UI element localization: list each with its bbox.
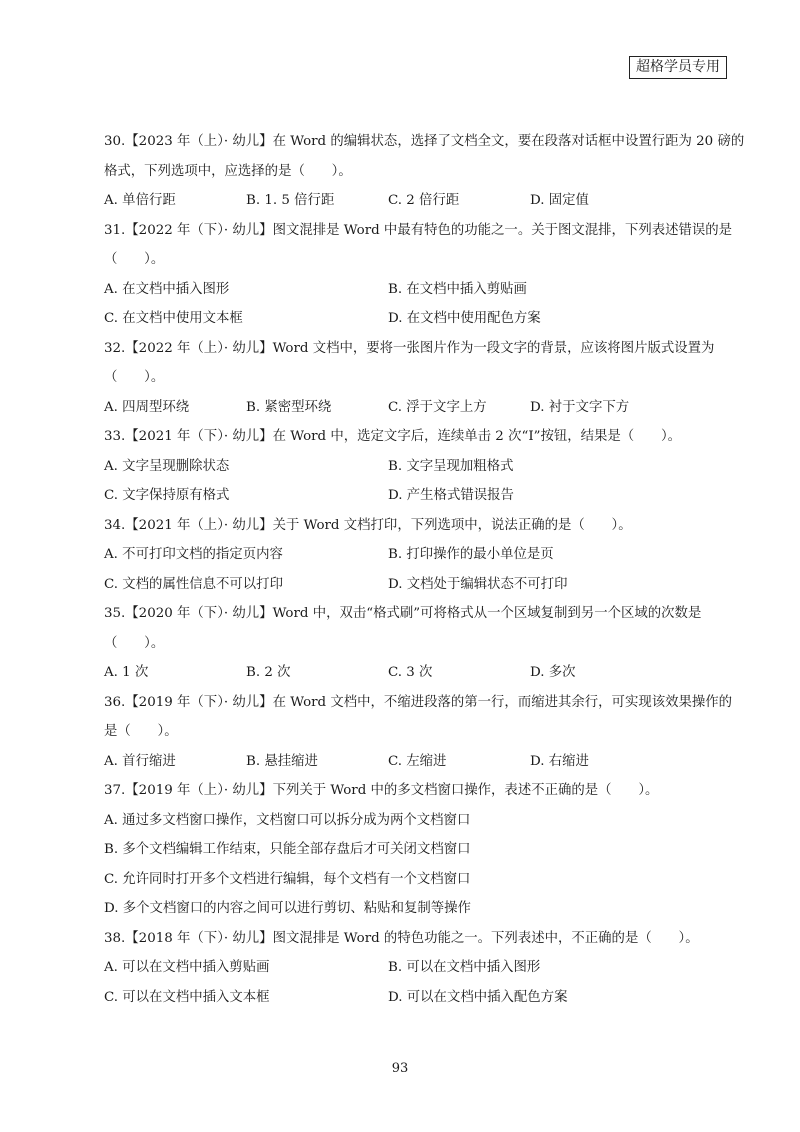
question-stem: 32.【2022 年（上）· 幼儿】Word 文档中，要将一张图片作为一段文字的背景，应该将图片版式设置为	[104, 340, 715, 356]
option-d: D. 文档处于编辑状态不可打印	[388, 576, 568, 592]
question-stem: 37.【2019 年（上）· 幼儿】下列关于 Word 中的多文档窗口操作，表述不正确的是（ ）。	[104, 783, 659, 798]
question-30	[104, 127, 745, 216]
option-a: A. 首行缩进	[104, 753, 176, 769]
option-c: C. 3 次	[388, 665, 433, 680]
question-stem-cont: （ ）。	[104, 370, 165, 385]
option-b: B. 悬挂缩进	[246, 753, 318, 769]
question-stem: 34.【2021 年（上）· 幼儿】关于 Word 文档打印，下列选项中，说法正确的是（ ）。	[104, 517, 632, 533]
option-row	[104, 304, 726, 334]
option-row	[104, 186, 726, 216]
question-stem-cont: （ ）。	[104, 635, 165, 651]
option-row	[104, 393, 726, 423]
option-row	[104, 894, 726, 924]
option-c: C. 文档的属性信息不可以打印	[104, 576, 283, 592]
question-38	[104, 924, 726, 1013]
question-stem: 35.【2020 年（下）· 幼儿】Word 中，双击“格式刷”可将格式从一个区域复制到另一个区域的次数是	[104, 606, 702, 621]
option-row	[104, 983, 726, 1013]
option-a: A. 单倍行距	[104, 193, 176, 208]
question-stem-cont: （ ）。	[104, 252, 165, 267]
question-36	[104, 688, 733, 777]
option-d: D. 多个文档窗口的内容之间可以进行剪切、粘贴和复制等操作	[104, 901, 471, 916]
option-c: C. 左缩进	[388, 753, 447, 769]
option-row	[104, 865, 726, 895]
question-31	[104, 216, 733, 334]
question-stem: 30.【2023 年（上）· 幼儿】在 Word 的编辑状态，选择了文档全文，要在段落对话框中设置行距为 20 磅的	[104, 134, 745, 149]
question-37	[104, 776, 726, 924]
option-a: A. 1 次	[104, 665, 149, 680]
page-number: 93	[391, 1061, 409, 1076]
question-list	[104, 127, 745, 1012]
option-b: B. 在文档中插入剪贴画	[388, 281, 527, 297]
question-stem: 36.【2019 年（下）· 幼儿】在 Word 文档中，不缩进段落的第一行，而缩进其余行，可实现该效果操作的	[104, 694, 733, 710]
option-row	[104, 570, 726, 600]
question-35	[104, 599, 726, 688]
question-stem: 38.【2018 年（下）· 幼儿】图文混排是 Word 的特色功能之一。下列表述中，不正确的是（ ）。	[104, 930, 699, 946]
question-stem: 33.【2021 年（下）· 幼儿】在 Word 中，选定文字后，连续单击 2 次“I”按钮，结果是（ ）。	[104, 429, 682, 444]
option-c: C. 可以在文档中插入文本框	[104, 989, 270, 1005]
option-row	[104, 481, 726, 511]
option-b: B. 文字呈现加粗格式	[388, 458, 514, 474]
option-d: D. 多次	[530, 665, 576, 680]
option-row	[104, 658, 726, 688]
option-row	[104, 953, 726, 983]
option-a: A. 可以在文档中插入剪贴画	[104, 960, 270, 975]
option-row	[104, 747, 726, 777]
question-stem: 31.【2022 年（下）· 幼儿】图文混排是 Word 中最有特色的功能之一。关于图文混排，下列表述错误的是	[104, 222, 733, 238]
option-d: D. 固定值	[530, 193, 589, 208]
option-a: A. 通过多文档窗口操作，文档窗口可以拆分成为两个文档窗口	[104, 812, 471, 828]
option-b: B. 打印操作的最小单位是页	[388, 547, 554, 562]
option-a: A. 在文档中插入图形	[104, 281, 230, 297]
option-b: B. 多个文档编辑工作结束，只能全部存盘后才可关闭文档窗口	[104, 842, 471, 857]
option-c: C. 在文档中使用文本框	[104, 311, 243, 326]
option-b: B. 2 次	[246, 665, 291, 680]
option-b: B. 1. 5 倍行距	[246, 193, 335, 208]
option-a: A. 文字呈现删除状态	[104, 458, 230, 474]
option-d: D. 在文档中使用配色方案	[388, 311, 541, 326]
option-d: D. 右缩进	[530, 753, 589, 769]
option-d: D. 可以在文档中插入配色方案	[388, 989, 568, 1005]
question-stem-cont: 是（ ）。	[104, 724, 178, 739]
option-row	[104, 540, 726, 570]
question-33	[104, 422, 726, 511]
option-row	[104, 806, 726, 836]
option-a: A. 不可打印文档的指定页内容	[104, 547, 283, 562]
question-stem-cont: 格式，下列选项中，应选择的是（ ）。	[104, 163, 352, 179]
option-c: C. 浮于文字上方	[388, 399, 487, 415]
option-b: B. 紧密型环绕	[246, 399, 332, 415]
option-row	[104, 275, 726, 305]
option-c: C. 文字保持原有格式	[104, 488, 230, 503]
question-32	[104, 334, 726, 423]
option-b: B. 可以在文档中插入图形	[388, 960, 541, 975]
option-c: C. 2 倍行距	[388, 193, 460, 208]
option-c: C. 允许同时打开多个文档进行编辑，每个文档有一个文档窗口	[104, 871, 471, 887]
option-a: A. 四周型环绕	[104, 399, 190, 415]
question-34	[104, 511, 726, 600]
exclusive-badge: 超格学员专用	[629, 56, 727, 79]
option-row	[104, 452, 726, 482]
option-row	[104, 835, 726, 865]
option-d: D. 产生格式错误报告	[388, 488, 514, 503]
option-d: D. 衬于文字下方	[530, 399, 630, 415]
